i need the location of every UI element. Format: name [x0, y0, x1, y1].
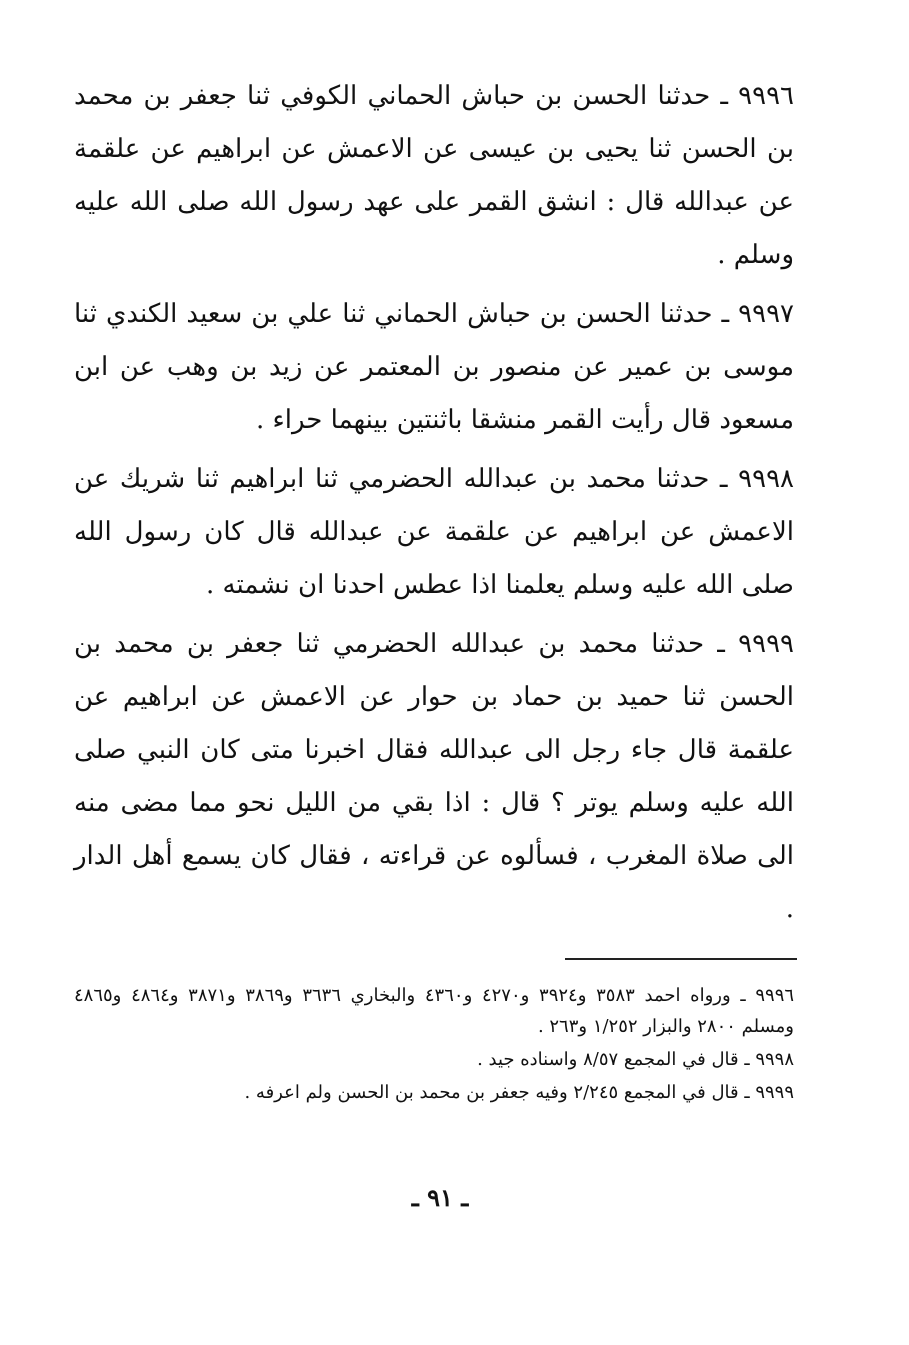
footnote-9998: ٩٩٩٨ ـ قال في المجمع ٨/٥٧ واسناده جيد .	[477, 1049, 794, 1070]
footnote-9999: ٩٩٩٩ ـ قال في المجمع ٢/٢٤٥ وفيه جعفر بن محمد بن الحسن ولم اعرفه .	[244, 1082, 794, 1103]
hadith-text: ٩٩٩٩ ـ حدثنا محمد بن عبدالله الحضرمي ثنا جعفر بن محمد بن الحسن ثنا حميد بن حماد بن حوار عن الاعمش عن ابراهيم عن علقمة قال جاء رجل الى عبدالله فقال اخبرنا متى كان النبي صلى الله عليه وسلم يوتر ؟ قال : اذا بقي من الليل نحو مما مضى منه الى صلاة المغرب ، فسألوه عن قراءته ، فقال كان يسمع أهل الدار .	[74, 629, 794, 924]
hadith-entry-9997	[74, 288, 794, 447]
hadith-entry-9999	[74, 618, 794, 936]
footnote-separator	[565, 958, 797, 960]
hadith-entries	[74, 70, 794, 942]
footnote-9996: ٩٩٩٦ ـ ورواه احمد ٣٥٨٣ و٣٩٢٤ و٤٢٧٠ و٤٣٦٠ والبخاري ٣٦٣٦ و٣٨٦٩ و٣٨٧١ و٤٨٦٤ و٤٨٦٥ ومسلم ٢٨٠٠ والبزار ١/٢٥٢ و٢٦٣ .	[74, 985, 795, 1037]
hadith-text: ٩٩٩٦ ـ حدثنا الحسن بن حباش الحماني الكوفي ثنا جعفر بن محمد بن الحسن ثنا يحيى بن عيسى عن الاعمش عن ابراهيم عن علقمة عن عبدالله قال : انشق القمر على عهد رسول الله صلى الله عليه وسلم .	[74, 81, 794, 270]
hadith-text: ٩٩٩٨ ـ حدثنا محمد بن عبدالله الحضرمي ثنا ابراهيم ثنا شريك عن الاعمش عن ابراهيم عن علقمة عن عبدالله قال كان رسول الله صلى الله عليه وسلم يعلمنا اذا عطس احدنا ان نشمته .	[74, 464, 794, 600]
hadith-entry-9996	[74, 70, 794, 282]
page-number: ـ ٩١ ـ	[411, 1183, 469, 1212]
hadith-entry-9998	[74, 453, 794, 612]
hadith-text: ٩٩٩٧ ـ حدثنا الحسن بن حباش الحماني ثنا علي بن سعيد الكندي ثنا موسى بن عمير عن منصور بن المعتمر عن زيد بن وهب عن ابن مسعود قال رأيت القمر منشقا باثنتين بينهما حراء .	[74, 299, 794, 435]
footnotes	[74, 980, 794, 1110]
